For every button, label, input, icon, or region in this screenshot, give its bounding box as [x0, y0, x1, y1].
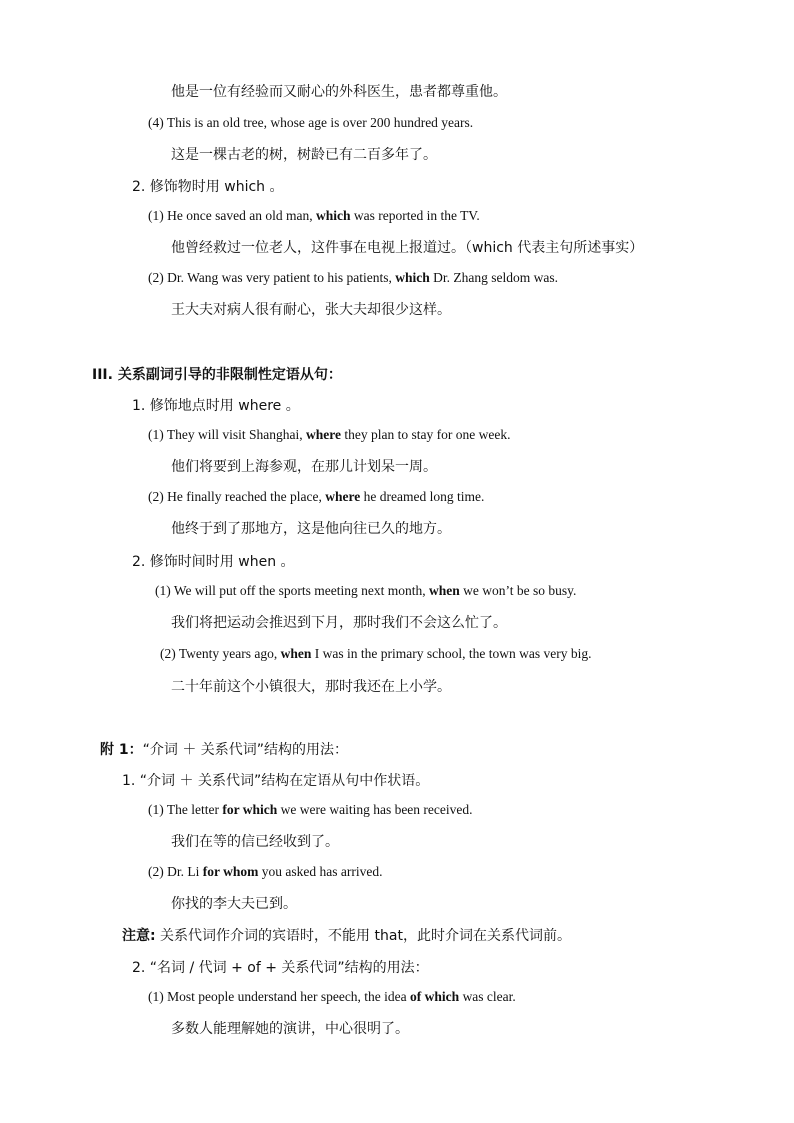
translation-line: 他曾经救过一位老人，这件事在电视上报道过。（which 代表主句所述事实）: [171, 240, 644, 256]
example-sentence: (1) Most people understand her speech, the idea of which was clear.: [148, 989, 516, 1004]
translation-line: 王大夫对病人很有耐心，张大夫却很少这样。: [171, 302, 451, 318]
translation-line: 我们将把运动会推迟到下月，那时我们不会这么忙了。: [171, 615, 507, 631]
sub-heading: 2. 修饰时间时用 when 。: [132, 554, 295, 570]
section-heading: III. 关系副词引导的非限制性定语从句：: [92, 367, 342, 383]
sub-heading: 1. 修饰地点时用 where 。: [132, 398, 300, 414]
sub-heading: 2. 修饰物时用 which 。: [132, 179, 284, 195]
note-line: 注意: 关系代词作介词的宾语时，不能用 that，此时介词在关系代词前。: [122, 928, 571, 944]
example-sentence: (1) He once saved an old man, which was reported in the TV.: [148, 208, 480, 223]
keyword: of which: [410, 989, 460, 1004]
translation-line: 他是一位有经验而又耐心的外科医生，患者都尊重他。: [171, 84, 507, 100]
sub-heading: 2. “名词 / 代词 + of + 关系代词”结构的用法：: [132, 960, 429, 976]
keyword: when: [429, 583, 460, 598]
appendix-heading: 附 1：“介词 ＋ 关系代词”结构的用法：: [100, 742, 349, 758]
keyword: where: [325, 489, 361, 504]
example-sentence: (1) We will put off the sports meeting next month, when we won’t be so busy.: [155, 583, 577, 598]
keyword: for which: [222, 802, 278, 817]
example-sentence: (4) This is an old tree, whose age is over 200 hundred years.: [148, 115, 474, 130]
keyword: which: [315, 208, 351, 223]
sub-heading: 1. “介词 ＋ 关系代词”结构在定语从句中作状语。: [122, 773, 430, 789]
example-sentence: (2) He finally reached the place, where he dreamed long time.: [148, 489, 485, 504]
example-sentence: (2) Twenty years ago, when I was in the primary school, the town was very big.: [160, 646, 592, 661]
keyword: which: [395, 270, 430, 285]
translation-line: 他终于到了那地方，这是他向往已久的地方。: [171, 521, 451, 537]
example-sentence: (2) Dr. Li for whom you asked has arrived.: [148, 864, 383, 879]
example-sentence: (1) The letter for which we were waiting has been received.: [148, 802, 473, 817]
translation-line: 这是一棵古老的树，树龄已有二百多年了。: [171, 147, 437, 163]
keyword: when: [280, 646, 312, 661]
example-sentence: (2) Dr. Wang was very patient to his patients, which Dr. Zhang seldom was.: [148, 270, 558, 285]
translation-line: 二十年前这个小镇很大，那时我还在上小学。: [171, 679, 451, 695]
translation-line: 我们在等的信已经收到了。: [171, 834, 339, 850]
translation-line: 多数人能理解她的演讲，中心很明了。: [171, 1021, 409, 1037]
keyword: for whom: [202, 864, 259, 879]
keyword: where: [306, 427, 341, 442]
translation-line: 你找的李大夫已到。: [171, 896, 297, 912]
translation-line: 他们将要到上海参观，在那儿计划呆一周。: [171, 459, 437, 475]
example-sentence: (1) They will visit Shanghai, where they plan to stay for one week.: [148, 427, 511, 442]
